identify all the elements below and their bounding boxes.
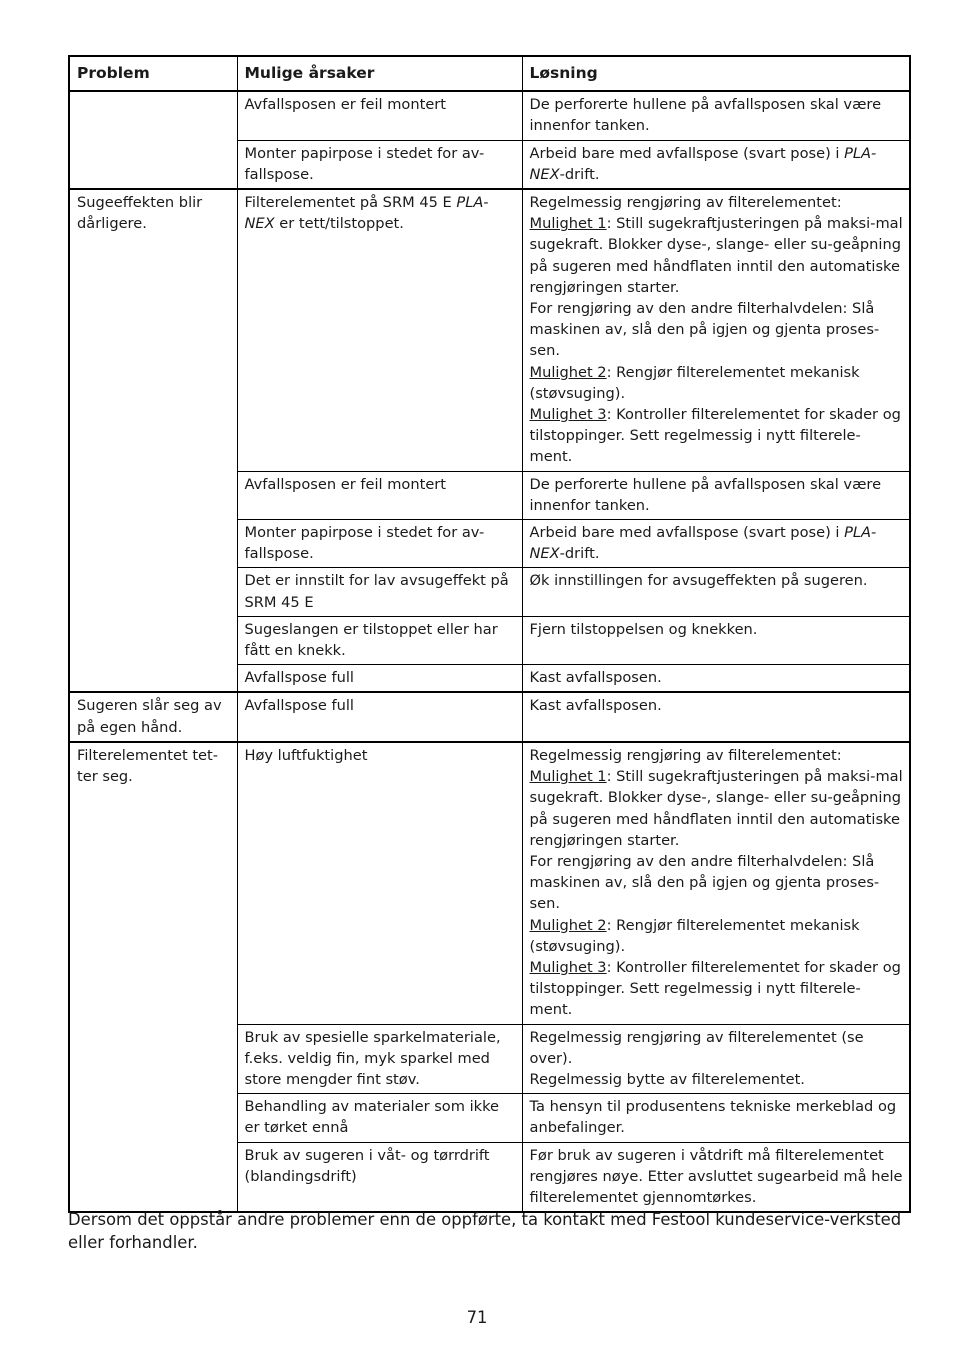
solution-cell: Fjern tilstoppelsen og knekken. (522, 616, 910, 664)
cause-cell: Avfallspose full (237, 665, 522, 693)
problem-cell: Sugeren slår seg av på egen hånd. (69, 692, 237, 741)
table-row (69, 742, 910, 1024)
option-3 (530, 404, 904, 468)
product-name: PLA-NEX (244, 194, 489, 233)
option-label: Mulighet 3 (529, 406, 607, 424)
solution-cell: Ta hensyn til produsentens tekniske merkeblad og anbefalinger. (522, 1094, 910, 1142)
table-header-row (69, 56, 910, 91)
cause-cell: Avfallsposen er feil montert (237, 471, 522, 519)
product-name: PLA-NEX (529, 524, 877, 563)
cause-cell: Avfallspose full (237, 692, 522, 741)
solution-cell (522, 520, 910, 568)
option-text: : Still sugekraftjusteringen på maksi-mal sugekraft. Blokker dyse-, slange- eller su-geåpning på sugeren med håndflaten inntil den automatiske rengjøringen starter. (529, 768, 903, 849)
option-label: Mulighet 1 (529, 215, 607, 233)
cause-cell: Monter papirpose i stedet for av-fallspose. (237, 140, 522, 189)
solution-text: Arbeid bare med avfallspose (svart pose) i (529, 144, 845, 162)
row-group-suction (69, 189, 910, 692)
solution-text: Regelmessig rengjøring av filterelementet (se over). (529, 1028, 864, 1067)
cause-text: Filterelementet på SRM 45 E (244, 194, 457, 212)
cause-cell: Sugeslangen er tilstoppet eller har fått en knekk. (237, 616, 522, 664)
option-2 (530, 915, 904, 957)
solution-text: -drift. (559, 165, 600, 183)
solution-cell (522, 742, 910, 1024)
solution-cell (522, 189, 910, 471)
option-1-more: For rengjøring av den andre filterhalvdelen: Slå maskinen av, slå den på igjen og gjenta proses-sen. (529, 852, 880, 913)
solution-cell: Før bruk av sugeren i våtdrift må filterelementet rengjøres nøye. Etter avsluttet sugearbeid må hele filterelementet gjennomtørkes. (522, 1142, 910, 1212)
option-text: : Kontroller filterelementet for skader og tilstoppinger. Sett regelmessig i nytt filterele-ment. (529, 958, 901, 1019)
solution-cell (522, 1024, 910, 1094)
solution-cell: Øk innstillingen for avsugeffekten på sugeren. (522, 568, 910, 616)
table-row (69, 189, 910, 471)
header-causes: Mulige årsaker (237, 56, 522, 91)
solution-cell (522, 140, 910, 189)
page-number: 71 (466, 1308, 488, 1327)
footer-note: Dersom det oppstår andre problemer enn de oppførte, ta kontakt med Festool kundeservice-verksted eller forhandler. (68, 1210, 902, 1252)
solution-cell: De perforerte hullene på avfallsposen skal være innenfor tanken. (522, 471, 910, 519)
solution-text: Regelmessig bytte av filterelementet. (529, 1070, 805, 1088)
table-row (69, 692, 910, 741)
cause-cell (237, 189, 522, 471)
option-label: Mulighet 2 (529, 363, 607, 381)
table-row (69, 91, 910, 140)
option-text: : Kontroller filterelementet for skader og tilstoppinger. Sett regelmessig i nytt filterele-ment. (529, 406, 901, 466)
troubleshooting-table (68, 55, 911, 1213)
solution-cell: Kast avfallsposen. (522, 692, 910, 741)
product-name: PLA-NEX (529, 144, 877, 183)
cause-cell: Avfallsposen er feil montert (237, 91, 522, 140)
option-3 (530, 957, 904, 1021)
solution-intro: Regelmessig rengjøring av filterelementet: (529, 194, 842, 212)
option-1 (530, 766, 904, 851)
option-2 (530, 362, 904, 404)
cause-cell: Behandling av materialer som ikke er tørket ennå (237, 1094, 522, 1142)
solution-text: -drift. (559, 545, 600, 563)
cause-cell: Monter papirpose i stedet for av-fallspose. (237, 520, 522, 568)
cause-cell: Bruk av sugeren i våt- og tørrdrift (blandingsdrift) (237, 1142, 522, 1212)
cause-text: er tett/tilstoppet. (274, 215, 404, 233)
option-label: Mulighet 3 (529, 958, 607, 976)
solution-text: Arbeid bare med avfallspose (svart pose) i (529, 524, 845, 542)
problem-cell: Filterelementet tet-ter seg. (69, 742, 237, 1212)
row-group-continued (69, 91, 910, 189)
problem-cell-empty (69, 91, 237, 189)
cause-cell: Det er innstilt for lav avsugeffekt på SRM 45 E (237, 568, 522, 616)
problem-cell: Sugeeffekten blir dårligere. (69, 189, 237, 692)
header-solution: Løsning (522, 56, 910, 91)
option-label: Mulighet 1 (529, 768, 607, 786)
solution-intro: Regelmessig rengjøring av filterelementet: (529, 746, 842, 764)
option-1 (530, 213, 904, 298)
option-label: Mulighet 2 (529, 916, 607, 934)
option-text: : Still sugekraftjusteringen på maksi-mal sugekraft. Blokker dyse-, slange- eller su-geåpning på sugeren med håndflaten inntil den automatiske rengjøringen starter. (529, 215, 903, 296)
solution-cell: De perforerte hullene på avfallsposen skal være innenfor tanken. (522, 91, 910, 140)
option-1-more: For rengjøring av den andre filterhalvdelen: Slå maskinen av, slå den på igjen og gjenta proses-sen. (529, 300, 880, 360)
header-problem: Problem (69, 56, 237, 91)
row-group-filter (69, 742, 910, 1212)
cause-cell: Høy luftfuktighet (237, 742, 522, 1024)
solution-cell: Kast avfallsposen. (522, 665, 910, 693)
row-group-shutoff (69, 692, 910, 741)
option-text: : Rengjør filterelementet mekanisk (støvsuging). (529, 916, 860, 955)
cause-cell: Bruk av spesielle sparkelmateriale, f.eks. veldig fin, myk sparkel med store mengder fint støv. (237, 1024, 522, 1094)
option-text: : Rengjør filterelementet mekanisk (støvsuging). (529, 363, 860, 402)
